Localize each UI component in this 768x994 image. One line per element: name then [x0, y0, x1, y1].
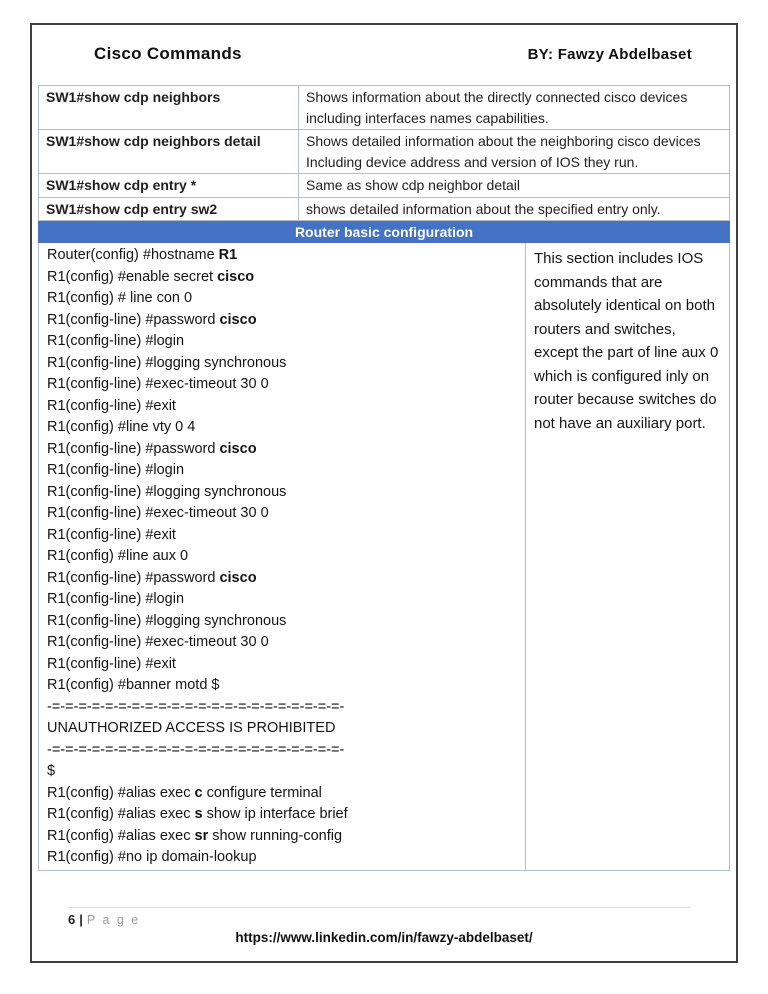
- config-line: -=-=-=-=-=-=-=-=-=-=-=-=-=-=-=-=-=-=-=-=-=-=-: [47, 698, 345, 715]
- config-line: Router(config) #hostname R1: [47, 247, 238, 263]
- config-line: R1(config-line) #exit: [47, 397, 176, 414]
- linkedin-url-link[interactable]: https://www.linkedin.com/in/fawzy-abdelbaset/: [235, 930, 533, 945]
- config-commands-column: [39, 243, 526, 870]
- document-header: [94, 44, 692, 64]
- config-line: R1(config-line) #login: [47, 591, 185, 607]
- config-line: R1(config-line) #exec-timeout 30 0: [47, 505, 269, 521]
- config-line: $: [47, 763, 56, 779]
- footer-divider: [68, 907, 690, 908]
- table-row: [39, 197, 730, 221]
- page-number-separator: |: [79, 912, 83, 927]
- note-column: [526, 243, 729, 870]
- config-line: -=-=-=-=-=-=-=-=-=-=-=-=-=-=-=-=-=-=-=-=-=-=-: [47, 741, 345, 758]
- author-byline: BY: Fawzy Abdelbaset: [527, 46, 692, 63]
- config-line: R1(config) #enable secret cisco: [47, 268, 255, 285]
- config-line: R1(config-line) #exit: [47, 655, 176, 672]
- config-line: R1(config) #line vty 0 4: [47, 419, 196, 435]
- config-line: R1(config) #alias exec s show ip interface brief: [47, 806, 348, 822]
- config-line: R1(config-line) #login: [47, 333, 185, 349]
- cdp-commands-table: [38, 85, 730, 221]
- command-cell: SW1#show cdp neighbors: [39, 86, 299, 130]
- section-note-text: This section includes IOS commands that are absolutely identical on both routers and switches, except the part of line aux 0 which is configured inly on router because switches do not have an auxiliary port.: [534, 250, 719, 432]
- config-line: R1(config-line) #exit: [47, 526, 176, 543]
- config-line: R1(config) #alias exec c configure terminal: [47, 784, 322, 801]
- description-cell: Same as show cdp neighbor detail: [299, 174, 730, 198]
- description-cell: Shows information about the directly connected cisco devices including interfaces names capabilities.: [299, 86, 730, 130]
- command-cell: SW1#show cdp neighbors detail: [39, 130, 299, 174]
- config-line: R1(config-line) #login: [47, 462, 185, 478]
- config-line: R1(config) #alias exec sr show running-config: [47, 827, 343, 844]
- config-line: R1(config-line) #password cisco: [47, 440, 257, 457]
- config-line: R1(config-line) #logging synchronous: [47, 612, 287, 629]
- table-row: [39, 130, 730, 174]
- config-line: R1(config-line) #logging synchronous: [47, 483, 287, 500]
- config-line: R1(config-line) #exec-timeout 30 0: [47, 376, 269, 392]
- table-row: [39, 86, 730, 130]
- config-line: UNAUTHORIZED ACCESS IS PROHIBITED: [47, 720, 336, 736]
- config-line: R1(config) # line con 0: [47, 290, 193, 306]
- command-cell: SW1#show cdp entry *: [39, 174, 299, 198]
- config-line: R1(config-line) #exec-timeout 30 0: [47, 634, 269, 650]
- config-line: R1(config) #line aux 0: [47, 548, 189, 564]
- table-row: [39, 174, 730, 198]
- page-title: Cisco Commands: [94, 44, 242, 63]
- config-line: R1(config-line) #password cisco: [47, 311, 257, 328]
- page-word: P a g e: [86, 913, 141, 927]
- description-cell: shows detailed information about the specified entry only.: [299, 197, 730, 221]
- page-number-line: [68, 912, 736, 927]
- command-cell: SW1#show cdp entry sw2: [39, 197, 299, 221]
- router-config-section: [38, 243, 730, 871]
- page-footer: [32, 907, 736, 945]
- config-line: R1(config-line) #password cisco: [47, 569, 257, 586]
- config-line: R1(config-line) #logging synchronous: [47, 354, 287, 371]
- page-number: 6: [68, 912, 76, 927]
- description-cell: Shows detailed information about the neighboring cisco devices Including device address and version of IOS they run.: [299, 130, 730, 174]
- config-line: R1(config) #banner motd $: [47, 677, 220, 693]
- page-frame: [30, 23, 738, 963]
- config-line: R1(config) #no ip domain-lookup: [47, 849, 257, 865]
- section-header-band: Router basic configuration: [38, 221, 730, 243]
